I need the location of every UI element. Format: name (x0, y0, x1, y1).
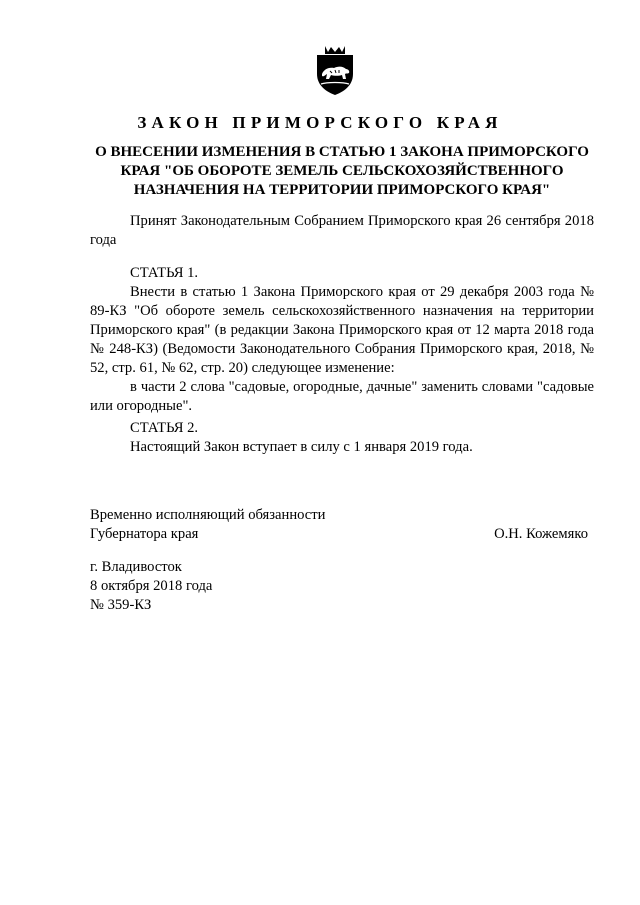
signatory-position-line-1: Временно исполняющий обязанности (90, 507, 326, 523)
law-subtitle: О ВНЕСЕНИИ ИЗМЕНЕНИЯ В СТАТЬЮ 1 ЗАКОНА ПРИМОРСКОГО КРАЯ "ОБ ОБОРОТЕ ЗЕМЕЛЬ СЕЛЬСКОХОЗЯЙСТВЕННОГО НАЗНАЧЕНИЯ НА ТЕРРИТОРИИ ПРИМОРСКОГО КРАЯ" (95, 144, 589, 198)
signing-date: 8 октября 2018 года (90, 578, 213, 594)
signatory-name: О.Н. Кожемяко (494, 526, 588, 542)
article-2-heading: СТАТЬЯ 2. (130, 420, 199, 436)
primorsky-krai-coat-of-arms-icon (313, 44, 357, 96)
signatory-position-line-2: Губернатора края (90, 526, 199, 542)
law-number: № 359-КЗ (90, 597, 152, 613)
article-1-paragraph-1: Внести в статью 1 Закона Приморского края от 29 декабря 2003 года № 89-КЗ "Об обороте земель сельскохозяйственного назначения на территории Приморского края" (в редакции Закона Приморского края от 12 марта 2018 года № 248-КЗ) (Ведомости Законодательного Собрания Приморского края, 2018, № 52, стр. 61, № 62, стр. 20) следующее изменение: (90, 284, 594, 376)
city: г. Владивосток (90, 559, 182, 575)
article-1-body (90, 283, 594, 416)
adoption-note: Принят Законодательным Собранием Приморского края 26 сентября 2018 года (90, 213, 594, 248)
article-1-heading: СТАТЬЯ 1. (130, 265, 199, 281)
article-1-paragraph-2: в части 2 слова "садовые, огородные, дачные" заменить словами "садовые или огородные". (90, 379, 594, 414)
article-2-paragraph: Настоящий Закон вступает в силу с 1 января 2019 года. (130, 439, 473, 455)
place-and-date-block (90, 558, 212, 615)
law-title: ЗАКОН ПРИМОРСКОГО КРАЯ (137, 113, 503, 132)
